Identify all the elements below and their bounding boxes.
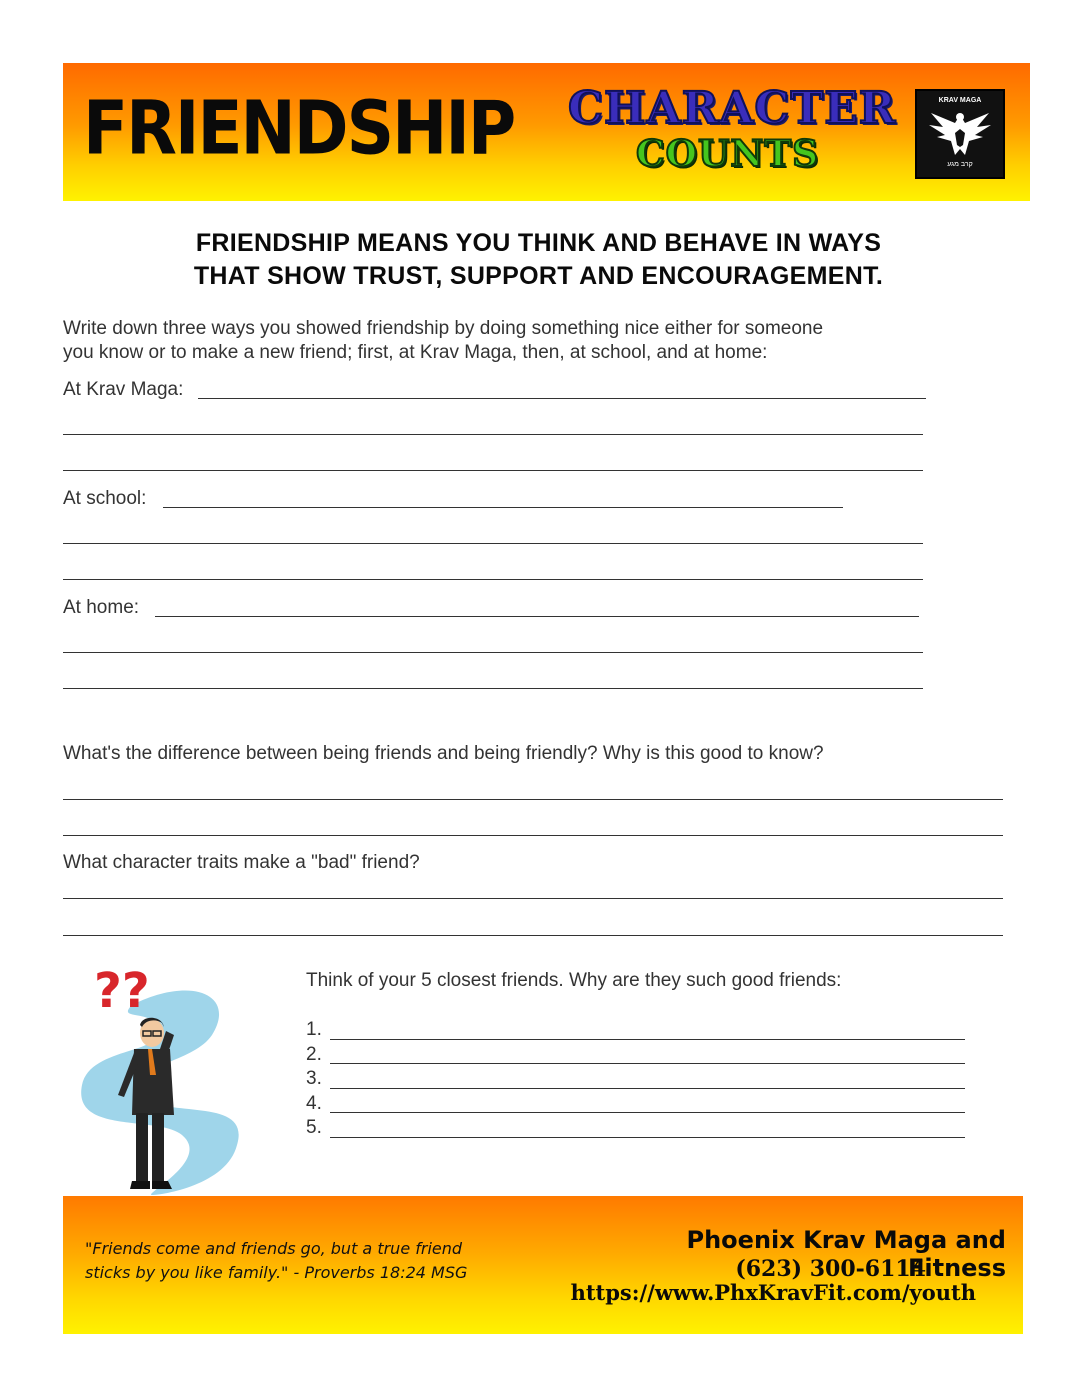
- list-item-number: 5.: [306, 1117, 322, 1138]
- answer-line-friend-2[interactable]: [330, 1063, 965, 1064]
- question-bad-friend: What character traits make a "bad" friend?: [63, 852, 420, 873]
- thinking-man-icon: [62, 945, 262, 1200]
- answer-line-krav-maga-3[interactable]: [63, 470, 923, 471]
- headline-line-2: THAT SHOW TRUST, SUPPORT AND ENCOURAGEMENT.: [193, 262, 884, 290]
- logo-hebrew: קרב מגע: [947, 161, 973, 168]
- website-url[interactable]: https://www.PhxKravFit.com/youth: [570, 1280, 976, 1305]
- header-banner: [63, 63, 1030, 201]
- answer-line-school-1[interactable]: [163, 507, 843, 508]
- answer-line-school-2[interactable]: [63, 543, 923, 544]
- phone-number: (623) 300-6114: [735, 1256, 926, 1282]
- intro-line-2: you know or to make a new friend; first, at Krav Maga, then, at school, and at home:: [63, 342, 768, 363]
- page-title: FRIENDSHIP: [83, 85, 515, 172]
- list-item-number: 2.: [306, 1043, 322, 1065]
- question-closest-friends: Think of your 5 closest friends. Why are they such good friends:: [306, 970, 842, 991]
- answer-line-difference-1[interactable]: [63, 799, 1003, 800]
- answer-line-friend-4[interactable]: [330, 1112, 965, 1113]
- answer-line-krav-maga-2[interactable]: [63, 434, 923, 435]
- intro-line-1: Write down three ways you showed friendship by doing something nice either for someone: [63, 318, 824, 339]
- organization-name: Phoenix Krav Maga and Fitness: [686, 1226, 1006, 1282]
- character-counts-logo-top: CHARACTER: [568, 83, 897, 134]
- answer-line-friend-5[interactable]: [330, 1137, 965, 1138]
- intro-text: [63, 317, 963, 365]
- logo-label: KRAV MAGA: [938, 97, 982, 104]
- list-item-number: 1.: [306, 1019, 322, 1040]
- answer-line-home-2[interactable]: [63, 652, 923, 653]
- footer-quote: [85, 1237, 485, 1285]
- answer-line-home-1[interactable]: [155, 616, 919, 617]
- headline-line-1: FRIENDSHIP MEANS YOU THINK AND BEHAVE IN WAYS: [195, 229, 882, 257]
- krav-maga-logo: [915, 89, 1005, 179]
- prompt-krav-maga: At Krav Maga:: [63, 379, 184, 400]
- quote-line-1: "Friends come and friends go, but a true friend: [85, 1239, 463, 1258]
- quote-line-2: sticks by you like family." - Proverbs 18:24 MSG: [85, 1263, 468, 1282]
- answer-line-school-3[interactable]: [63, 579, 923, 580]
- answer-line-difference-2[interactable]: [63, 835, 1003, 836]
- prompt-school: At school:: [63, 488, 147, 509]
- character-counts-logo-bottom: COUNTS: [636, 133, 820, 175]
- answer-line-friend-1[interactable]: [330, 1039, 965, 1040]
- numbered-list: [306, 1018, 322, 1141]
- answer-line-home-3[interactable]: [63, 688, 923, 689]
- footer-banner: [63, 1196, 1023, 1334]
- answer-line-krav-maga-1[interactable]: [198, 398, 926, 399]
- answer-line-bad-friend-2[interactable]: [63, 935, 1003, 936]
- headline: [63, 227, 1014, 293]
- answer-line-friend-3[interactable]: [330, 1088, 965, 1089]
- answer-line-bad-friend-1[interactable]: [63, 898, 1003, 899]
- question-difference: What's the difference between being friends and being friendly? Why is this good to know?: [63, 743, 824, 764]
- list-item-number: 3.: [306, 1068, 322, 1089]
- question-marks-icon: ??: [94, 963, 150, 1019]
- eagle-icon: [925, 107, 995, 161]
- list-item-number: 4.: [306, 1092, 322, 1114]
- prompt-home: At home:: [63, 597, 140, 618]
